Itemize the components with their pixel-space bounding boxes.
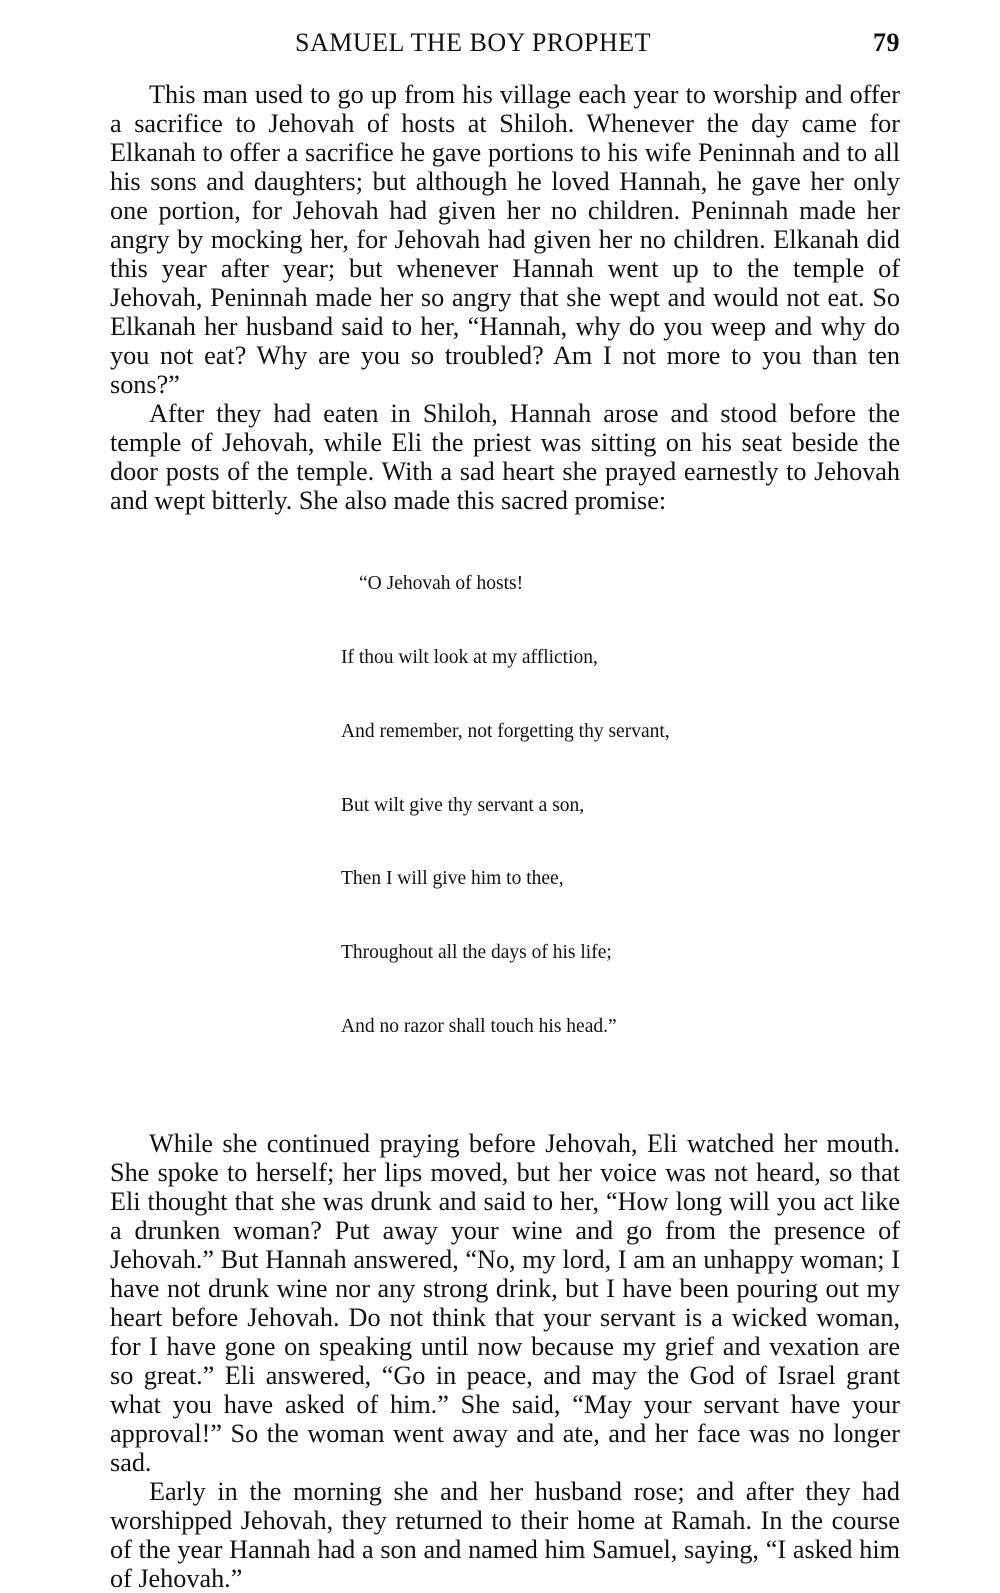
paragraph-1: This man used to go up from his village each year to worship and offer a sacrifice to Jehovah of hosts at Shiloh. Whenever the day came for Elkanah to offer a sacrifice he gave portions to his wife Peninnah and to all his sons and daughters; but although he loved Hannah, he gave her only one portion, for Jehovah had given her no children. Peninnah made her angry by mocking her, for Jehovah had given her no children. Elkanah did this year after year; but whenever Hannah went up to the temple of Jehovah, Peninnah made her so angry that she wept and would not eat. So Elkanah her husband said to her, “Hannah, why do you weep and why do you not eat? Why are you so troubled? Am I not more to you than ten sons?”	[110, 80, 900, 399]
verse-line: “O Jehovah of hosts!	[359, 573, 524, 595]
paragraph-4: Early in the morning she and her husband rose; and after they had worshipped Jehovah, they returned to their home at Ramah. In the course of the year Hannah had a son and named him Samuel, saying, “I asked him of Jehovah.”	[110, 1476, 900, 1593]
verse-line: And no razor shall touch his head.”	[341, 1015, 617, 1037]
prayer-verse	[341, 523, 900, 1089]
section-gap	[110, 1089, 900, 1129]
verse-line: If thou wilt look at my affliction,	[341, 646, 598, 668]
book-page	[110, 26, 900, 1593]
paragraph-2: After they had eaten in Shiloh, Hannah arose and stood before the temple of Jehovah, while Eli the priest was sitting on his seat beside the door posts of the temple. With a sad heart she prayed earnestly to Jehovah and wept bitterly. She also made this sacred promise:	[110, 399, 900, 515]
running-head	[110, 26, 900, 62]
page-number: 79	[873, 28, 900, 57]
running-title: SAMUEL THE BOY PROPHET	[295, 28, 652, 57]
verse-line: But wilt give thy servant a son,	[341, 794, 585, 816]
paragraph-3: While she continued praying before Jehovah, Eli watched her mouth. She spoke to herself; her lips moved, but her voice was not heard, so that Eli thought that she was drunk and said to her, “How long will you act like a drunken woman? Put away your wine and go from the presence of Jehovah.” But Hannah answered, “No, my lord, I am an unhappy woman; I have not drunk wine nor any strong drink, but I have been pouring out my heart before Jehovah. Do not think that your servant is a wicked woman, for I have gone on speaking until now because my grief and vexation are so great.” Eli answered, “Go in peace, and may the God of Israel grant what you have asked of him.” She said, “May your servant have your approval!” So the woman went away and ate, and her face was no longer sad.	[110, 1128, 900, 1477]
verse-line: And remember, not forgetting thy servant,	[341, 720, 670, 742]
verse-line: Throughout all the days of his life;	[341, 942, 612, 964]
verse-line: Then I will give him to thee,	[341, 868, 564, 890]
